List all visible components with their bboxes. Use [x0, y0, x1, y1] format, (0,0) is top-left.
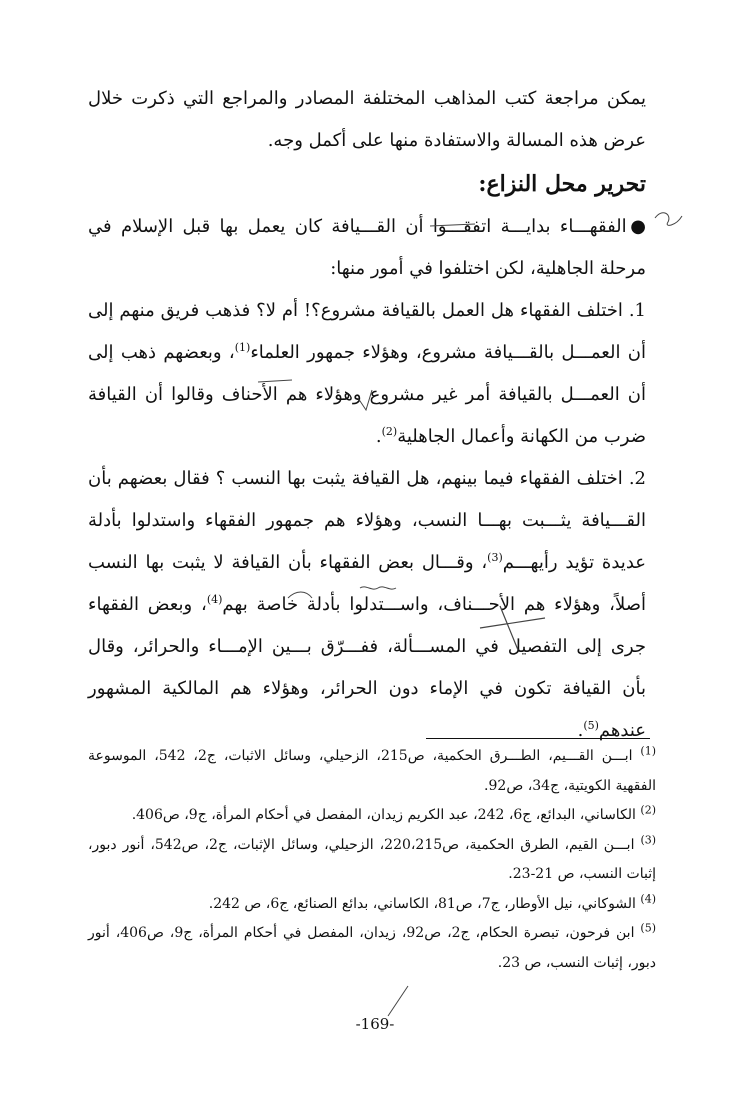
point-1-text-a: 1. اختلف الفقهاء هل العمل بالقيافة مشروع؟! أم لا؟ فذهب فريق منهم إلى أن العمـــل بالقـــيافة مشروع، وهؤلاء جمهور العلماء	[88, 300, 646, 363]
footnote-2	[88, 801, 656, 831]
page-number: -169-	[355, 1015, 395, 1033]
footnote-2-number: (2)	[640, 803, 656, 817]
footnote-3-text: ابـــن القيم، الطرق الحكمية، ص220،215، الزحيلي، وسائل الإثبات، ج2، ص542، أنور دبور، إثبات النسب، ص 21-23.	[88, 836, 656, 882]
point-1-text-c: .	[375, 426, 382, 447]
margin-scribble	[655, 213, 682, 226]
point-2-text-a: 2. اختلف الفقهاء فيما بينهم، هل القيافة يثبت بها النسب ؟ فقال بعضهم بأن القـــيافة يثـــبت بهـــا النسب، وهؤلاء هم جمهور الفقهاء واستدلوا بأدلة عديدة تؤيد رأيهـــم	[88, 468, 647, 573]
point-1-paragraph	[88, 290, 646, 458]
point-2-text-b: ، وقـــال بعض الفقهاء بأن القيافة لا يثبت بها النسب أصلاً، وهؤلاء هم الأحـــناف، واســـتدلوا بأدلة خاصة بهم	[88, 552, 646, 615]
point-2-paragraph	[88, 458, 646, 752]
footnote-1-number: (1)	[640, 744, 657, 758]
footnote-separator	[426, 738, 650, 739]
footnote-3-number: (3)	[640, 832, 657, 846]
footnote-ref-2[interactable]: (2)	[381, 425, 398, 438]
slash-mark	[388, 986, 408, 1016]
footnote-ref-1[interactable]: (1)	[234, 341, 251, 354]
footnote-ref-3[interactable]: (3)	[487, 551, 503, 564]
footnote-ref-4[interactable]: (4)	[206, 593, 223, 606]
footnote-4	[88, 890, 656, 920]
footnote-4-text: الشوكاني، نيل الأوطار، ج7، ص81، الكاساني، بدائع الصنائع، ج6، ص 242.	[208, 895, 636, 912]
footnotes	[88, 742, 656, 978]
footnote-ref-5[interactable]: (5)	[583, 719, 599, 732]
agreement-paragraph: ●الفقهـــاء بدايـــة اتفقـــوا أن القـــيافة كان يعمل بها قبل الإسلام في مرحلة الجاهلية، لكن اختلفوا في أمور منها:	[88, 216, 646, 279]
point-1-text-b: ، وبعضهم ذهب إلى أن العمـــل بالقيافة أمر غير مشروع وهؤلاء هم الأحناف وقالوا أن القيافة ضرب من الكهانة وأعمال الجاهلية	[88, 342, 646, 447]
point-2-text-c: ، وبعض الفقهاء جرى إلى التفصيل في المســـألة، ففـــرّق بـــين الإمـــاء والحرائر، وقال بأن القيافة تكون في الإماء دون الحرائر، وهؤلاء هم المالكية المشهور عندهم	[88, 594, 646, 741]
section-heading: تحرير محل النزاع:	[478, 171, 646, 197]
footnote-3	[88, 831, 656, 890]
footnote-5	[88, 919, 656, 978]
footnote-4-number: (4)	[640, 891, 656, 905]
intro-paragraph: يمكن مراجعة كتب المذاهب المختلفة المصادر والمراجع التي ذكرت خلال عرض هذه المسالة والاستفادة منها على أكمل وجه.	[88, 88, 646, 151]
footnote-1-text: ابـــن القـــيم، الطـــرق الحكمية، ص215، الزحيلي، وسائل الاثبات، ج2، 542، الموسوعة الفقهية الكويتية، ج34، ص92.	[88, 748, 656, 794]
point-2-text-d: .	[577, 720, 584, 741]
footnote-5-text: ابن فرحون، تبصرة الحكام، ج2، ص92، زيدان، المفصل في أحكام المرأة، ج9، ص406، أنور دبور، إثبات النسب، ص 23.	[88, 925, 656, 971]
main-text	[88, 78, 646, 752]
footnote-5-number: (5)	[640, 921, 656, 935]
footnote-2-text: الكاساني، البدائع، ج6، 242، عبد الكريم زيدان، المفصل في أحكام المرأة، ج9، ص406.	[131, 807, 636, 823]
footnote-1	[88, 742, 656, 801]
